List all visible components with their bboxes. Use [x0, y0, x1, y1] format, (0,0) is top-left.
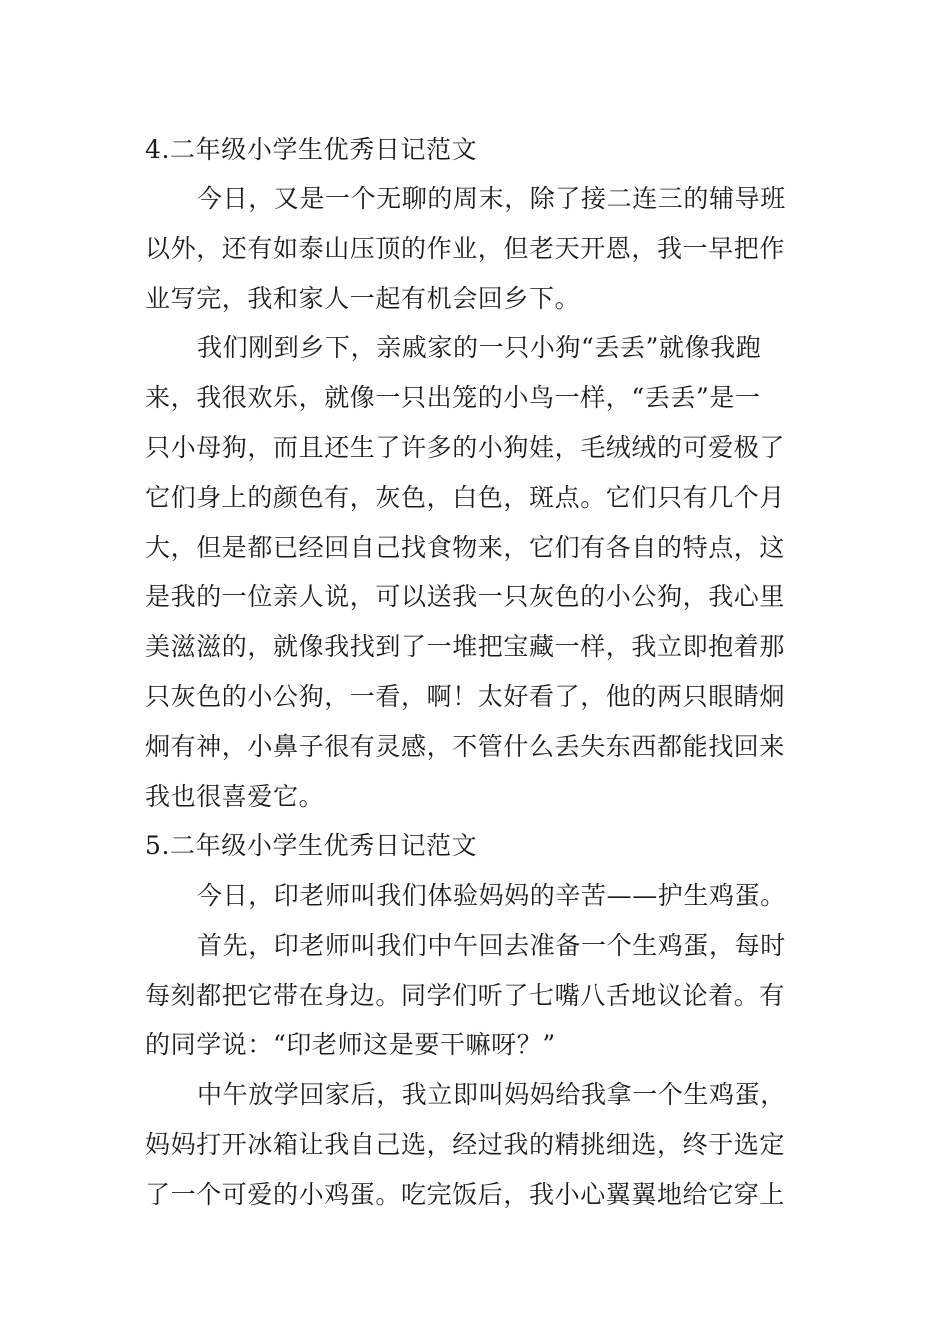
paragraph-line: 只灰色的小公狗，一看，啊！太好看了，他的两只眼睛炯 — [145, 682, 786, 711]
paragraph-line: 每刻都把它带在身边。同学们听了七嘴八舌地议论着。有 — [145, 981, 786, 1010]
paragraph-line: 是我的一位亲人说，可以送我一只灰色的小公狗，我心里 — [145, 582, 786, 611]
paragraph-line: 妈妈打开冰箱让我自己选，经过我的精挑细选，终于选定 — [145, 1130, 786, 1159]
paragraph-line: 它们身上的颜色有，灰色，白色，斑点。它们只有几个月 — [145, 483, 786, 512]
paragraph-line: 只小母狗，而且还生了许多的小狗娃，毛绒绒的可爱极了 — [145, 433, 786, 462]
paragraph-line: 的同学说：“印老师这是要干嘛呀？” — [145, 1030, 556, 1059]
paragraph-line: 我也很喜爱它。 — [145, 782, 325, 811]
paragraph-line: 炯有神，小鼻子很有灵感，不管什么丢失东西都能找回来 — [145, 732, 786, 761]
paragraph-line: 中午放学回家后，我立即叫妈妈给我拿一个生鸡蛋， — [197, 1080, 786, 1109]
section-heading: 5.二年级小学生优秀日记范文 — [145, 831, 478, 860]
paragraph-line: 我们刚到乡下，亲戚家的一只小狗“丢丢”就像我跑 — [197, 333, 762, 362]
paragraph-line: 首先，印老师叫我们中午回去准备一个生鸡蛋，每时 — [197, 931, 786, 960]
paragraph-line: 了一个可爱的小鸡蛋。吃完饭后，我小心翼翼地给它穿上 — [145, 1180, 786, 1209]
section-heading: 4.二年级小学生优秀日记范文 — [145, 135, 478, 164]
paragraph-line: 大，但是都已经回自己找食物来，它们有各自的特点，这 — [145, 533, 786, 562]
paragraph-line: 来，我很欢乐，就像一只出笼的小鸟一样，“丢丢”是一 — [145, 383, 761, 412]
paragraph-line: 今日，又是一个无聊的周末，除了接二连三的辅导班 — [197, 184, 786, 213]
paragraph-line: 以外，还有如泰山压顶的作业，但老天开恩，我一早把作 — [145, 234, 786, 263]
paragraph-line: 今日，印老师叫我们体验妈妈的辛苦——护生鸡蛋。 — [197, 881, 786, 910]
paragraph-line: 美滋滋的，就像我找到了一堆把宝藏一样，我立即抱着那 — [145, 632, 786, 661]
paragraph-line: 业写完，我和家人一起有机会回乡下。 — [145, 284, 581, 313]
